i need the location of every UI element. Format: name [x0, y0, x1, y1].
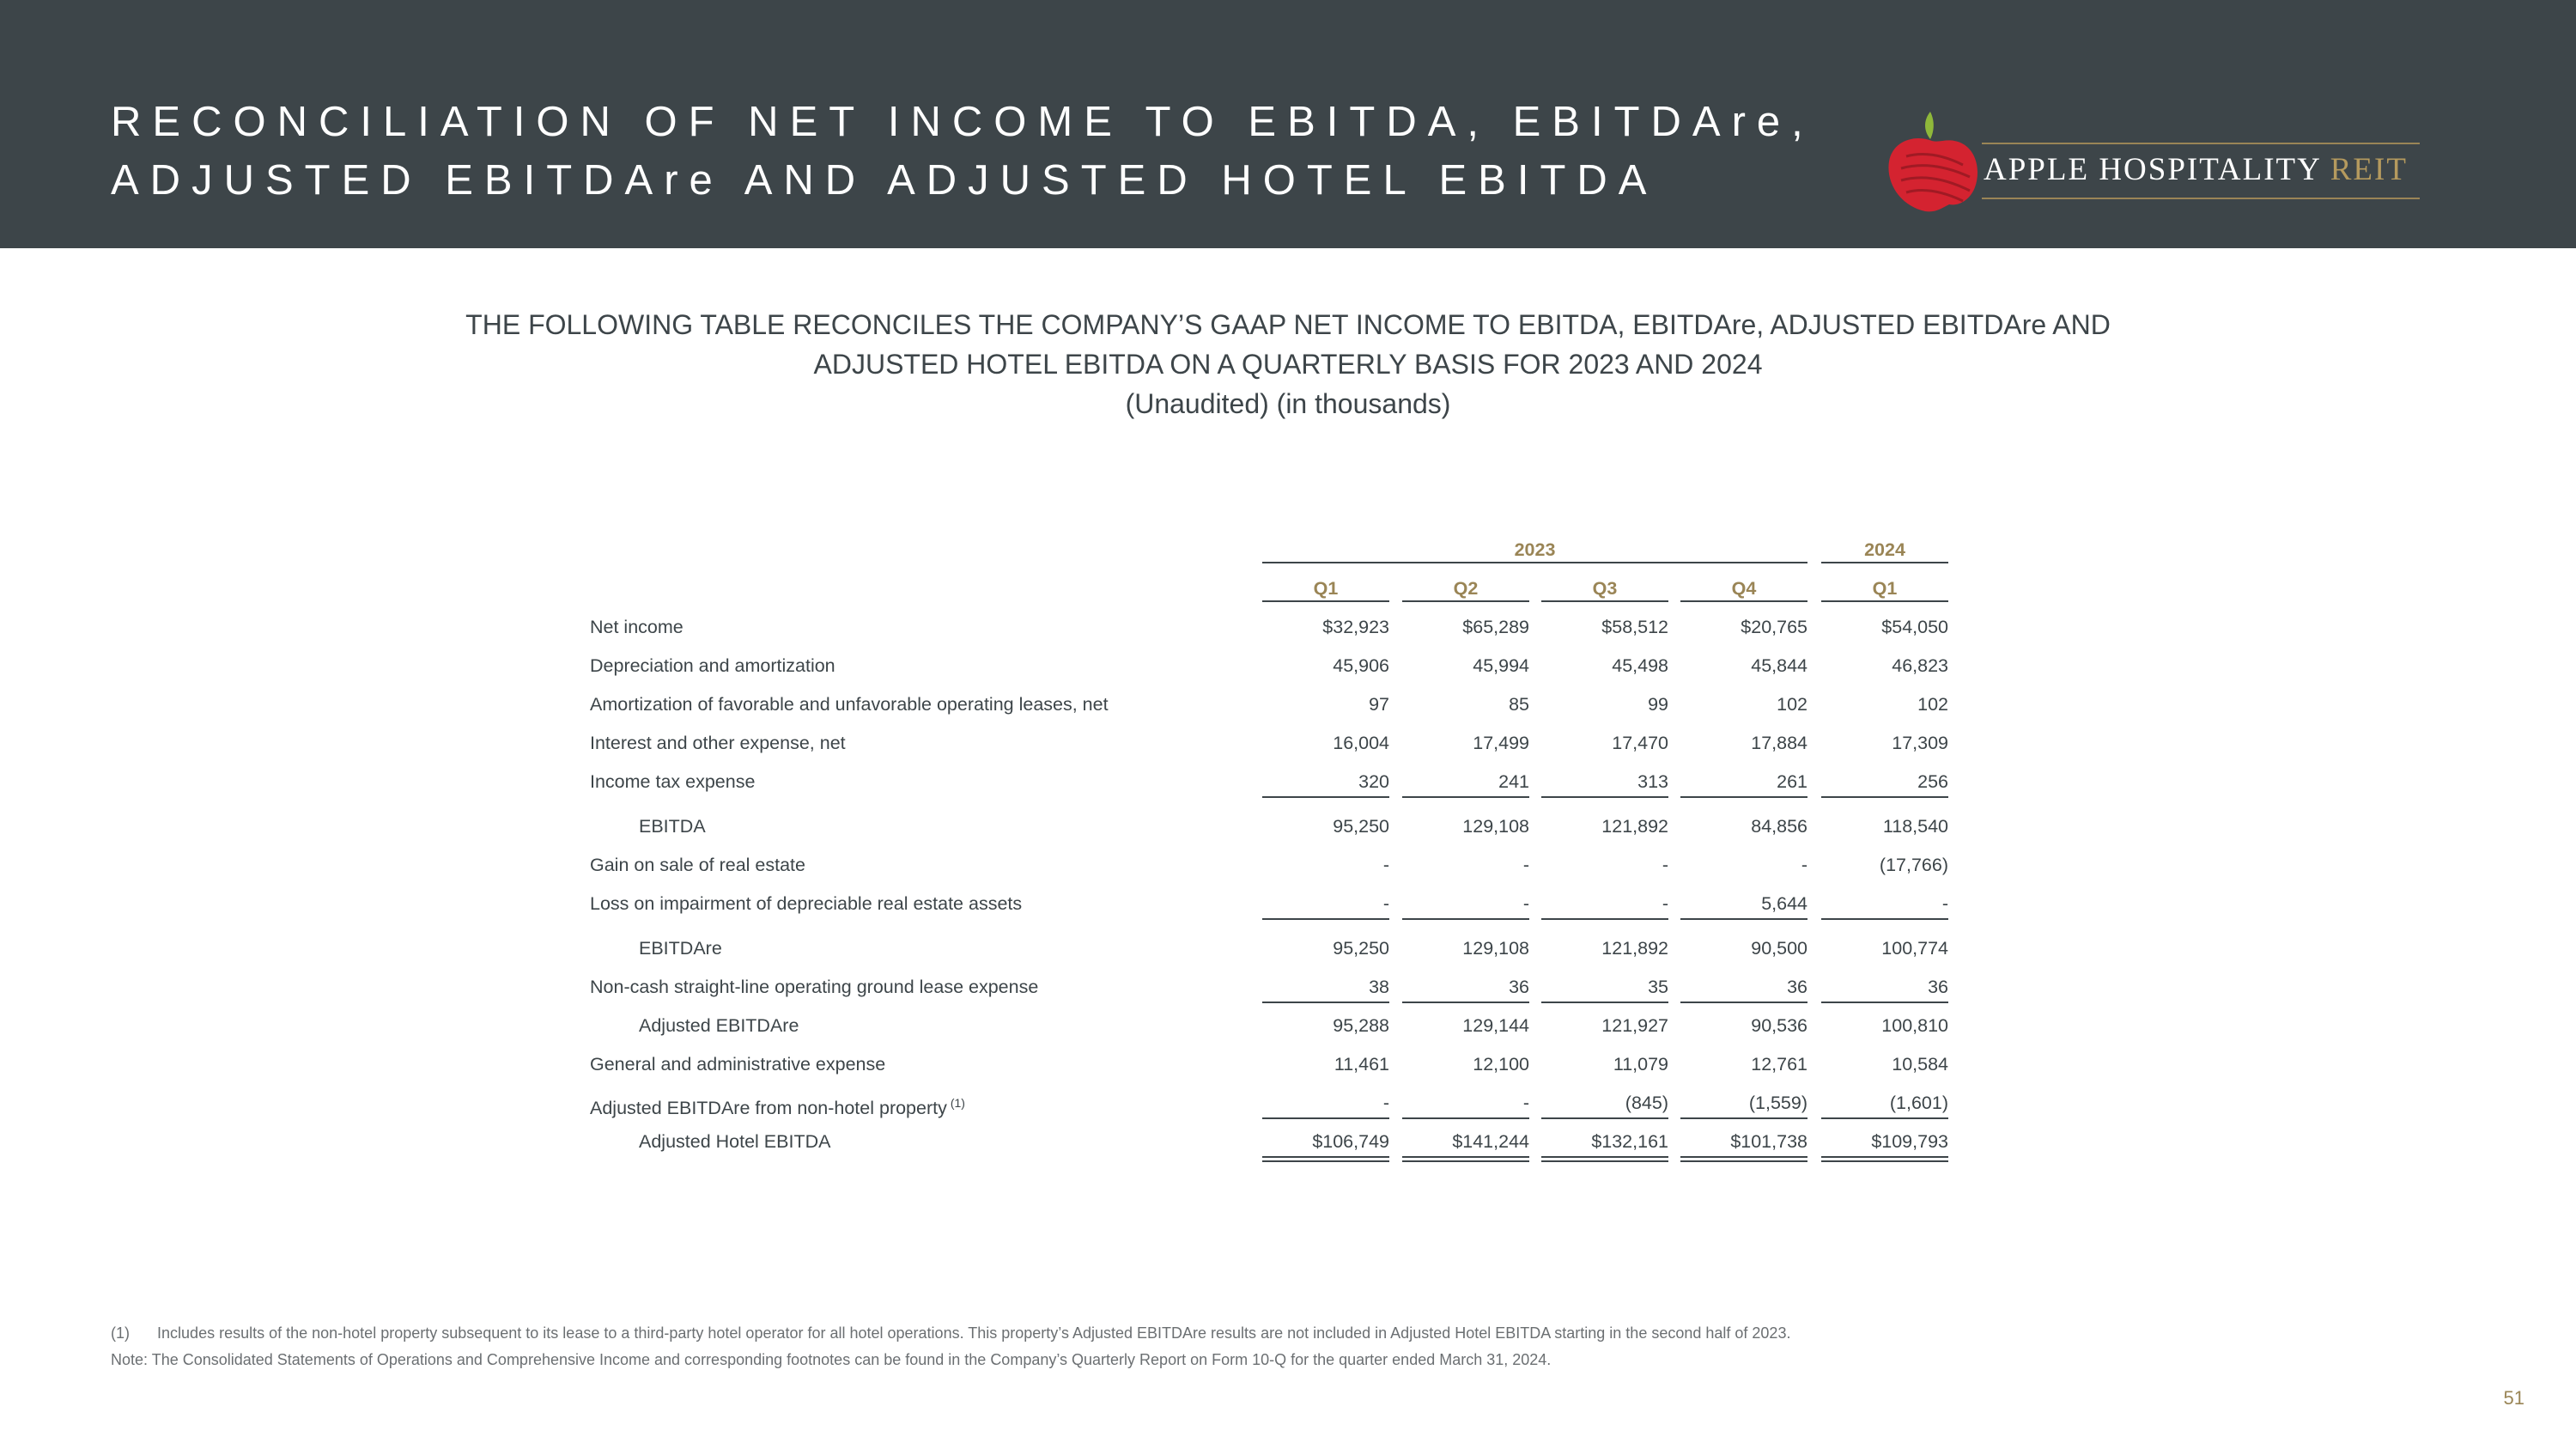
- table-cell: 95,250: [1333, 938, 1389, 959]
- table-cell: $101,738: [1730, 1131, 1807, 1152]
- table-cell: 95,288: [1333, 1015, 1389, 1036]
- intro-line-1: THE FOLLOWING TABLE RECONCILES THE COMPANY’S GAAP NET INCOME TO EBITDA, EBITDAre, ADJUSTED EBITDAre AND: [465, 309, 2111, 340]
- table-cell: 16,004: [1333, 733, 1389, 753]
- footnote-1: [111, 1324, 1790, 1342]
- row-label-text: Income tax expense: [590, 771, 756, 792]
- row-label-text: Amortization of favorable and unfavorable operating leases, net: [590, 694, 1109, 715]
- row-label-text: Interest and other expense, net: [590, 733, 846, 753]
- title-line-2: ADJUSTED EBITDAre AND ADJUSTED HOTEL EBITDA: [111, 157, 1658, 204]
- year-header-2023: 2023: [1514, 539, 1556, 560]
- total-double-rule: [1402, 1160, 1529, 1162]
- row-label-text: EBITDA: [639, 816, 706, 837]
- table-cell: 12,100: [1473, 1054, 1529, 1075]
- table-cell: 84,856: [1751, 816, 1807, 837]
- table-cell: 102: [1777, 694, 1807, 715]
- cell-rule: [1402, 796, 1529, 798]
- row-label-text: EBITDAre: [639, 938, 722, 959]
- year-rule-2024: [1821, 562, 1948, 563]
- row-label: [590, 615, 683, 639]
- table-cell: (1,601): [1889, 1093, 1948, 1113]
- table-cell: 11,461: [1334, 1054, 1389, 1075]
- cell-rule: [1680, 1117, 1807, 1119]
- logo-reit: REIT: [2330, 152, 2408, 187]
- cell-rule: [1821, 918, 1948, 920]
- table-cell: 256: [1917, 771, 1948, 792]
- table-cell: 129,108: [1462, 816, 1529, 837]
- year-rule-2023: [1262, 562, 1807, 563]
- table-cell: -: [1382, 893, 1389, 914]
- title-line-1: RECONCILIATION OF NET INCOME TO EBITDA, EBITDAre,: [111, 99, 1814, 145]
- row-label: [590, 853, 805, 877]
- table-cell: -: [1662, 893, 1668, 914]
- table-cell: $58,512: [1601, 617, 1668, 637]
- cell-rule: [1402, 1117, 1529, 1119]
- table-cell: 90,536: [1751, 1015, 1807, 1036]
- table-cell: 5,644: [1761, 893, 1807, 914]
- table-cell: -: [1382, 1093, 1389, 1113]
- row-label: [590, 1091, 965, 1120]
- cell-rule: [1821, 796, 1948, 798]
- row-label-text: Adjusted EBITDAre: [639, 1015, 799, 1036]
- quarter-header: Q4: [1731, 578, 1757, 599]
- table-cell: $109,793: [1871, 1131, 1948, 1152]
- row-label-text: Adjusted Hotel EBITDA: [639, 1131, 831, 1152]
- table-cell: 10,584: [1892, 1054, 1948, 1075]
- table-cell: $32,923: [1322, 617, 1389, 637]
- total-double-rule: [1541, 1160, 1668, 1162]
- row-label: [590, 770, 755, 794]
- table-cell: 241: [1498, 771, 1529, 792]
- table-cell: -: [1522, 893, 1529, 914]
- table-cell: -: [1801, 855, 1807, 875]
- row-label-text: Non-cash straight-line operating ground lease expense: [590, 977, 1039, 997]
- quarter-rule: [1821, 600, 1948, 602]
- row-label: [639, 814, 706, 838]
- table-cell: 102: [1917, 694, 1948, 715]
- table-cell: 100,774: [1881, 938, 1948, 959]
- table-cell: 17,309: [1892, 733, 1948, 753]
- intro-line-2: ADJUSTED HOTEL EBITDA ON A QUARTERLY BASIS FOR 2023 AND 2024: [813, 349, 1763, 380]
- row-label: [590, 892, 1022, 916]
- cell-rule: [1262, 918, 1389, 920]
- table-cell: 36: [1928, 977, 1948, 997]
- logo-wordmark: [1984, 151, 2408, 188]
- table-cell: 36: [1787, 977, 1807, 997]
- cell-rule: [1262, 1117, 1389, 1119]
- table-cell: 85: [1509, 694, 1529, 715]
- table-cell: 36: [1509, 977, 1529, 997]
- total-double-rule: [1262, 1160, 1389, 1162]
- footnote-note: Note: The Consolidated Statements of Operations and Comprehensive Income and corresponding footnotes can be found in the Company’s Quarterly Report on Form 10-Q for the quarter ended March 31, 2024.: [111, 1351, 1552, 1368]
- cell-rule: [1541, 796, 1668, 798]
- table-cell: (845): [1625, 1093, 1668, 1113]
- table-cell: 45,994: [1473, 655, 1529, 676]
- table-cell: 95,250: [1333, 816, 1389, 837]
- table-intro: [0, 305, 2576, 423]
- table-cell: 320: [1358, 771, 1389, 792]
- cell-rule: [1680, 796, 1807, 798]
- cell-rule: [1680, 1002, 1807, 1003]
- quarter-rule: [1680, 600, 1807, 602]
- table-cell: $20,765: [1741, 617, 1807, 637]
- cell-rule: [1262, 796, 1389, 798]
- table-cell: 121,892: [1601, 938, 1668, 959]
- table-cell: 121,892: [1601, 816, 1668, 837]
- row-label-text: Gain on sale of real estate: [590, 855, 805, 875]
- table-cell: $106,749: [1312, 1131, 1389, 1152]
- row-label: [590, 975, 1038, 999]
- quarter-rule: [1262, 600, 1389, 602]
- table-cell: 17,470: [1612, 733, 1668, 753]
- total-double-rule: [1821, 1160, 1948, 1162]
- footnote-ref: (1): [950, 1096, 965, 1110]
- cell-rule: [1402, 918, 1529, 920]
- footnote-1-marker: (1): [111, 1324, 130, 1342]
- table-cell: 45,498: [1612, 655, 1668, 676]
- table-cell: 121,927: [1601, 1015, 1668, 1036]
- total-double-rule: [1262, 1156, 1389, 1158]
- table-cell: 118,540: [1882, 816, 1948, 837]
- row-label: [590, 692, 1109, 716]
- table-cell: 45,844: [1751, 655, 1807, 676]
- table-cell: -: [1522, 1093, 1529, 1113]
- table-cell: -: [1662, 855, 1668, 875]
- table-cell: $141,244: [1452, 1131, 1529, 1152]
- logo-name: APPLE HOSPITALITY: [1984, 152, 2321, 187]
- table-cell: $132,161: [1591, 1131, 1668, 1152]
- table-cell: 46,823: [1892, 655, 1948, 676]
- table-cell: $65,289: [1462, 617, 1529, 637]
- cell-rule: [1541, 1117, 1668, 1119]
- quarter-rule: [1402, 600, 1529, 602]
- table-cell: 45,906: [1333, 655, 1389, 676]
- quarter-header: Q1: [1313, 578, 1339, 599]
- table-cell: 100,810: [1881, 1015, 1948, 1036]
- slide-header: [0, 0, 2576, 248]
- quarter-header: Q2: [1453, 578, 1479, 599]
- table-cell: $54,050: [1881, 617, 1948, 637]
- table-cell: 12,761: [1751, 1054, 1807, 1075]
- total-double-rule: [1680, 1160, 1807, 1162]
- row-label: [639, 1129, 830, 1154]
- quarter-header: Q1: [1872, 578, 1898, 599]
- cell-rule: [1262, 1002, 1389, 1003]
- row-label: [590, 731, 846, 755]
- total-double-rule: [1402, 1156, 1529, 1158]
- row-label: [590, 1052, 885, 1076]
- table-cell: -: [1941, 893, 1948, 914]
- table-cell: -: [1382, 855, 1389, 875]
- table-cell: 90,500: [1751, 938, 1807, 959]
- table-cell: 11,079: [1613, 1054, 1668, 1075]
- year-header-2024: 2024: [1864, 539, 1905, 560]
- page-number: 51: [2503, 1387, 2524, 1409]
- cell-rule: [1402, 1002, 1529, 1003]
- cell-rule: [1541, 1002, 1668, 1003]
- row-label-text: Loss on impairment of depreciable real estate assets: [590, 893, 1023, 914]
- row-label-text: General and administrative expense: [590, 1054, 886, 1075]
- cell-rule: [1680, 918, 1807, 920]
- logo-rule-top: [1982, 143, 2420, 144]
- table-cell: 17,884: [1751, 733, 1807, 753]
- table-cell: 261: [1777, 771, 1807, 792]
- table-cell: 99: [1648, 694, 1668, 715]
- table-cell: (17,766): [1879, 855, 1948, 875]
- row-label: [639, 1014, 799, 1038]
- row-label-text: Adjusted EBITDAre from non-hotel property: [590, 1098, 947, 1119]
- total-double-rule: [1821, 1156, 1948, 1158]
- row-label-text: Depreciation and amortization: [590, 655, 835, 676]
- table-cell: 17,499: [1473, 733, 1529, 753]
- total-double-rule: [1680, 1156, 1807, 1158]
- row-label-text: Net income: [590, 617, 683, 637]
- cell-rule: [1541, 918, 1668, 920]
- table-cell: 38: [1369, 977, 1389, 997]
- cell-rule: [1821, 1117, 1948, 1119]
- row-label: [639, 936, 722, 960]
- table-cell: 35: [1648, 977, 1668, 997]
- table-cell: -: [1522, 855, 1529, 875]
- cell-rule: [1821, 1002, 1948, 1003]
- row-label: [590, 654, 835, 678]
- table-cell: (1,559): [1748, 1093, 1807, 1113]
- quarter-header: Q3: [1592, 578, 1618, 599]
- intro-line-3: (Unaudited) (in thousands): [1125, 388, 1451, 419]
- footnote-1-text: Includes results of the non-hotel property subsequent to its lease to a third-party hotel operator for all hotel operations. This property’s Adjusted EBITDAre results are not included in Adjusted Hotel EBITDA starting in the second half of 2023.: [157, 1324, 1791, 1342]
- slide-title: [111, 93, 1814, 210]
- total-double-rule: [1541, 1156, 1668, 1158]
- quarter-rule: [1541, 600, 1668, 602]
- table-cell: 97: [1369, 694, 1389, 715]
- table-cell: 129,144: [1462, 1015, 1529, 1036]
- logo-rule-bottom: [1982, 198, 2420, 199]
- table-cell: 313: [1637, 771, 1668, 792]
- table-cell: 129,108: [1462, 938, 1529, 959]
